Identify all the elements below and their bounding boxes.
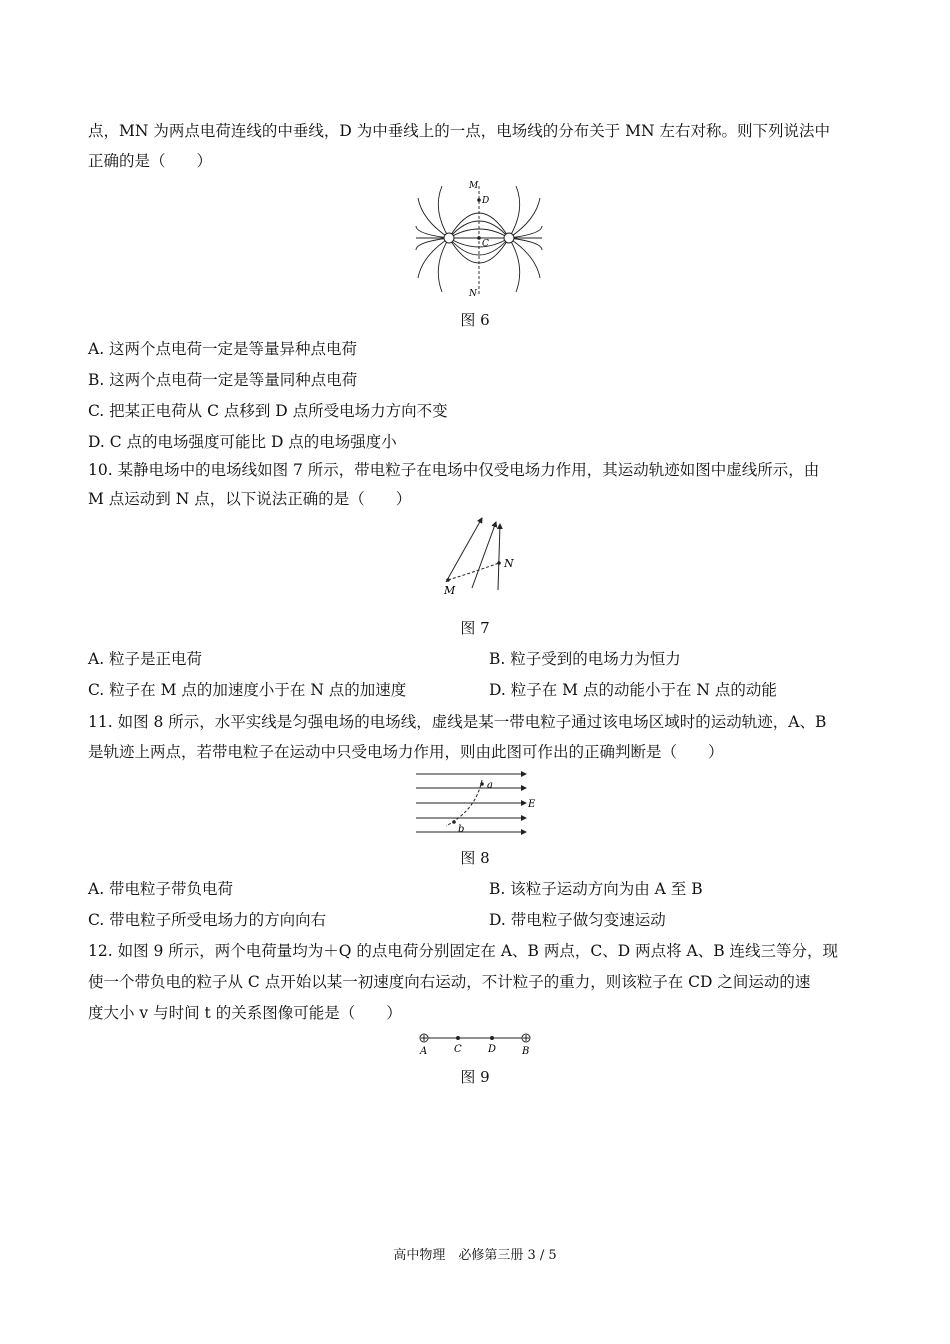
figure-7-field-lines: [436, 512, 526, 598]
q9-option-d: D. C 点的电场强度可能比 D 点的电场强度小: [88, 433, 397, 451]
fig8-label-b: b: [458, 824, 465, 835]
q11-stem-line1: 11. 如图 8 所示，水平实线是匀强电场的电场线，虚线是某一带电粒子通过该电场区域时的运动轨迹，A、B: [88, 713, 827, 731]
q10-option-a: A. 粒子是正电荷: [88, 650, 203, 668]
q9-option-a: A. 这两个点电荷一定是等量异种点电荷: [88, 340, 358, 358]
q9-stem-line1: 点，MN 为两点电荷连线的中垂线，D 为中垂线上的一点，电场线的分布关于 MN 左右对称。则下列说法中: [88, 122, 831, 140]
figure-6-field-lines: [414, 180, 544, 298]
q10-stem-line1: 10. 某静电场中的电场线如图 7 所示，带电粒子在电场中仅受电场力作用，其运动轨迹如图中虚线所示，由: [88, 461, 820, 479]
fig9-label-b: B: [522, 1046, 530, 1057]
q11-option-c: C. 带电粒子所受电场力的方向向右: [88, 911, 327, 929]
fig6-label-n: N: [469, 289, 477, 298]
q10-stem-line2: M 点运动到 N 点，以下说法正确的是（ ）: [88, 490, 412, 508]
q11-option-b: B. 该粒子运动方向为由 A 至 B: [489, 880, 703, 898]
fig8-label-e: E: [528, 799, 536, 810]
figure-8-caption: 图 8: [460, 849, 490, 867]
fig9-label-c: C: [454, 1044, 462, 1055]
fig7-label-m: M: [444, 584, 456, 597]
q9-option-c: C. 把某正电荷从 C 点移到 D 点所受电场力方向不变: [88, 402, 448, 420]
q10-option-c: C. 粒子在 M 点的加速度小于在 N 点的加速度: [88, 681, 407, 699]
q9-stem-line2: 正确的是（ ）: [88, 152, 213, 170]
q9-option-b: B. 这两个点电荷一定是等量同种点电荷: [88, 371, 358, 389]
fig8-label-a: a: [487, 780, 493, 791]
q12-stem-line3: 度大小 v 与时间 t 的关系图像可能是（ ）: [88, 1004, 402, 1022]
figure-9-line-segment: [412, 1030, 538, 1058]
fig6-label-m: M: [469, 181, 479, 191]
fig9-label-a: A: [420, 1046, 428, 1057]
q10-option-b: B. 粒子受到的电场力为恒力: [489, 650, 681, 668]
fig6-label-d: D: [482, 196, 490, 206]
q11-option-d: D. 带电粒子做匀变速运动: [489, 911, 666, 929]
q10-option-d: D. 粒子在 M 点的动能小于在 N 点的动能: [489, 681, 777, 699]
figure-9-caption: 图 9: [460, 1068, 490, 1086]
figure-6-caption: 图 6: [460, 311, 490, 329]
page-footer: 高中物理 必修第三册 3 / 5: [393, 1248, 557, 1263]
figure-7-caption: 图 7: [460, 619, 490, 637]
figure-8-uniform-field: [414, 766, 544, 838]
fig6-label-c: C: [482, 239, 489, 249]
fig9-label-d: D: [488, 1044, 497, 1055]
q11-option-a: A. 带电粒子带负电荷: [88, 880, 234, 898]
q12-stem-line1: 12. 如图 9 所示，两个电荷量均为＋Q 的点电荷分别固定在 A、B 两点，C、D 两点将 A、B 连线三等分，现: [88, 942, 839, 960]
fig7-label-n: N: [504, 557, 514, 570]
q11-stem-line2: 是轨迹上两点，若带电粒子在运动中只受电场力作用，则由此图可作出的正确判断是（ ）: [88, 743, 724, 761]
q12-stem-line2: 使一个带负电的粒子从 C 点开始以某一初速度向右运动，不计粒子的重力，则该粒子在 CD 之间运动的速: [88, 973, 811, 991]
